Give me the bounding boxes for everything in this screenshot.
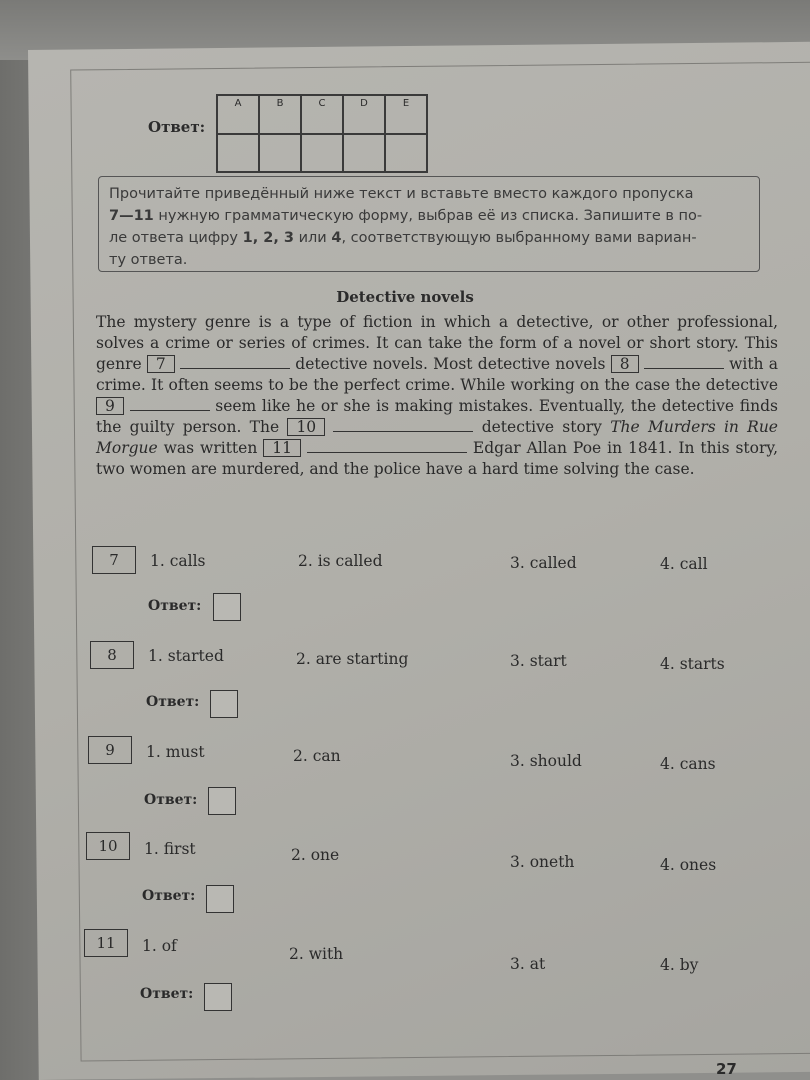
gap-11-label: 11 bbox=[263, 439, 301, 457]
question-number: 9 bbox=[88, 736, 132, 764]
answer-box[interactable] bbox=[206, 885, 234, 913]
answer-label: Ответ: bbox=[142, 888, 196, 904]
grid-cell-b[interactable] bbox=[259, 134, 301, 172]
option-3[interactable]: 3. oneth bbox=[510, 853, 575, 871]
passage-part-6: was written bbox=[163, 439, 258, 457]
answer-label: Ответ: bbox=[148, 598, 202, 614]
instruction-line-4: ту ответа. bbox=[109, 252, 188, 268]
option-1[interactable]: 1. calls bbox=[150, 552, 206, 570]
answer-label-top: Ответ: bbox=[148, 118, 206, 136]
instruction-line-2-text: нужную грамматическую форму, выбрав её из списка. Запишите в по- bbox=[153, 208, 703, 224]
option-4[interactable]: 4. starts bbox=[660, 655, 725, 673]
grid-cell-a[interactable] bbox=[217, 134, 259, 172]
answer-box[interactable] bbox=[210, 690, 238, 718]
passage-part-4: seem like he or she is making mistakes. Eventually, the detective finds the guilty person. The bbox=[96, 397, 778, 436]
gap-11-blank[interactable] bbox=[307, 438, 467, 453]
instruction-line-3 bbox=[109, 227, 749, 249]
grid-col-a: A bbox=[217, 95, 259, 134]
answer-label: Ответ: bbox=[144, 792, 198, 808]
option-4[interactable]: 4. cans bbox=[660, 755, 716, 773]
instruction-line-2 bbox=[109, 205, 749, 227]
option-1[interactable]: 1. of bbox=[142, 937, 177, 955]
grid-col-b: B bbox=[259, 95, 301, 134]
option-2[interactable]: 2. are starting bbox=[296, 650, 409, 668]
gap-10-blank[interactable] bbox=[333, 417, 473, 432]
option-4[interactable]: 4. ones bbox=[660, 856, 717, 874]
gap-8-label: 8 bbox=[611, 355, 639, 373]
gap-8-blank[interactable] bbox=[644, 354, 724, 369]
gap-7-blank[interactable] bbox=[180, 354, 290, 369]
instruction-line-3-b: или bbox=[294, 230, 332, 246]
option-4[interactable]: 4. call bbox=[660, 555, 708, 573]
option-2[interactable]: 2. is called bbox=[298, 552, 383, 570]
grid-col-c: C bbox=[301, 95, 343, 134]
option-3[interactable]: 3. at bbox=[510, 955, 546, 973]
option-1[interactable]: 1. started bbox=[148, 647, 224, 665]
gap-10-label: 10 bbox=[287, 418, 325, 436]
answer-label: Ответ: bbox=[140, 986, 194, 1002]
instruction-line-3-a: ле ответа цифру bbox=[109, 230, 243, 246]
answer-box[interactable] bbox=[213, 593, 241, 621]
gap-7-label: 7 bbox=[147, 355, 175, 373]
text-title: Detective novels bbox=[336, 288, 474, 306]
grid-cell-e[interactable] bbox=[385, 134, 427, 172]
story-title: The Murders in Rue Morgue bbox=[96, 418, 778, 457]
instruction-nums: 1, 2, 3 bbox=[242, 230, 294, 246]
instruction-line-1: Прочитайте приведённый ниже текст и вставьте вместо каждого пропуска bbox=[109, 186, 694, 202]
page-number: 27 bbox=[716, 1060, 737, 1078]
option-2[interactable]: 2. can bbox=[293, 747, 341, 765]
instruction-range: 7—11 bbox=[109, 208, 154, 224]
grid-col-d: D bbox=[343, 95, 385, 134]
instruction-line-3-c: , соответствующую выбранному вами вариан- bbox=[341, 230, 697, 246]
option-1[interactable]: 1. first bbox=[144, 840, 196, 858]
option-3[interactable]: 3. called bbox=[510, 554, 577, 572]
passage-part-2: detective novels. Most detective novels bbox=[295, 355, 606, 373]
passage-text bbox=[96, 312, 778, 480]
passage-part-7: Edgar Allan Poe in 1841. In this story, two women are murdered, and the police have a hard time solving the case. bbox=[96, 439, 779, 478]
passage-part-1: The mystery genre is a type of fiction in which a detective, or other professional, solves a crime or series of crimes. It can take the form of a novel or short story. This genre bbox=[96, 313, 778, 373]
passage-part-5: detective story bbox=[481, 418, 602, 436]
option-3[interactable]: 3. start bbox=[510, 652, 567, 670]
question-number: 8 bbox=[90, 641, 134, 669]
option-4[interactable]: 4. by bbox=[660, 956, 699, 974]
option-3[interactable]: 3. should bbox=[510, 752, 582, 770]
option-2[interactable]: 2. with bbox=[289, 945, 344, 963]
instruction-box bbox=[98, 176, 760, 272]
passage-part-3: with a crime. It often seems to be the perfect crime. While working on the case the detective bbox=[96, 355, 779, 394]
question-number: 7 bbox=[92, 546, 136, 574]
answer-box[interactable] bbox=[208, 787, 236, 815]
question-number: 10 bbox=[86, 832, 130, 860]
gap-9-blank[interactable] bbox=[130, 396, 210, 411]
option-2[interactable]: 2. one bbox=[291, 846, 340, 864]
gap-9-label: 9 bbox=[96, 397, 124, 415]
grid-col-e: E bbox=[385, 95, 427, 134]
option-1[interactable]: 1. must bbox=[146, 743, 205, 761]
grid-cell-d[interactable] bbox=[343, 134, 385, 172]
question-number: 11 bbox=[84, 929, 128, 957]
answer-box[interactable] bbox=[204, 983, 232, 1011]
instruction-num-4: 4 bbox=[331, 230, 342, 246]
answer-grid bbox=[216, 94, 428, 173]
answer-label: Ответ: bbox=[146, 694, 200, 710]
grid-cell-c[interactable] bbox=[301, 134, 343, 172]
